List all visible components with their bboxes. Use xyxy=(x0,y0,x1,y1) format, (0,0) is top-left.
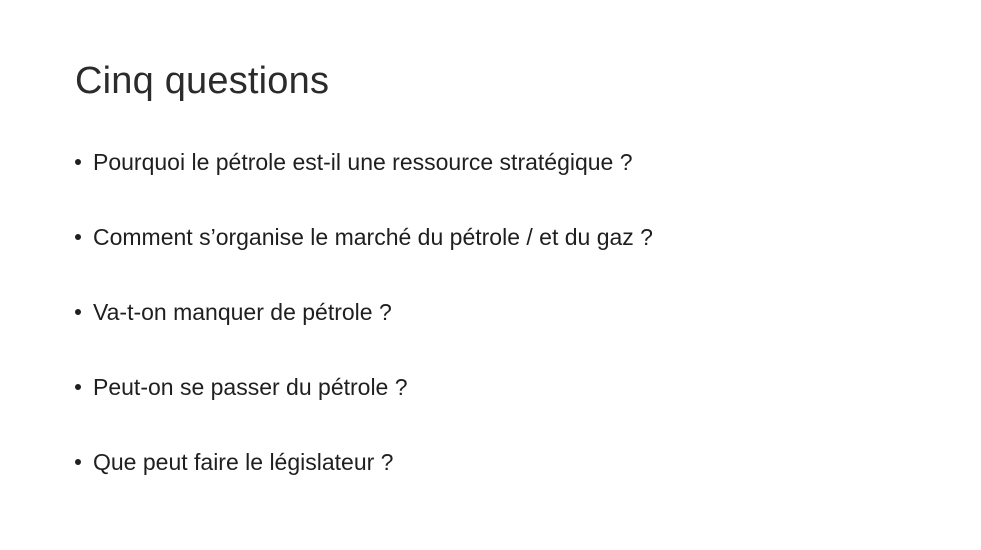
bullet-item xyxy=(75,140,935,184)
bullet-dot-icon xyxy=(75,459,81,465)
bullet-text: Peut-on se passer du pétrole ? xyxy=(93,373,408,400)
bullet-text: Va-t-on manquer de pétrole ? xyxy=(93,298,392,325)
bullet-list xyxy=(75,140,935,484)
slide-title: Cinq questions xyxy=(75,60,330,102)
bullet-dot-icon xyxy=(75,309,81,315)
bullet-dot-icon xyxy=(75,159,81,165)
bullet-text: Comment s’organise le marché du pétrole / et du gaz ? xyxy=(93,223,653,250)
bullet-dot-icon xyxy=(75,234,81,240)
bullet-item xyxy=(75,290,935,334)
bullet-item xyxy=(75,440,935,484)
bullet-item xyxy=(75,365,935,409)
bullet-item xyxy=(75,215,935,259)
bullet-text: Que peut faire le législateur ? xyxy=(93,448,394,475)
bullet-dot-icon xyxy=(75,384,81,390)
bullet-text: Pourquoi le pétrole est-il une ressource stratégique ? xyxy=(93,148,633,175)
